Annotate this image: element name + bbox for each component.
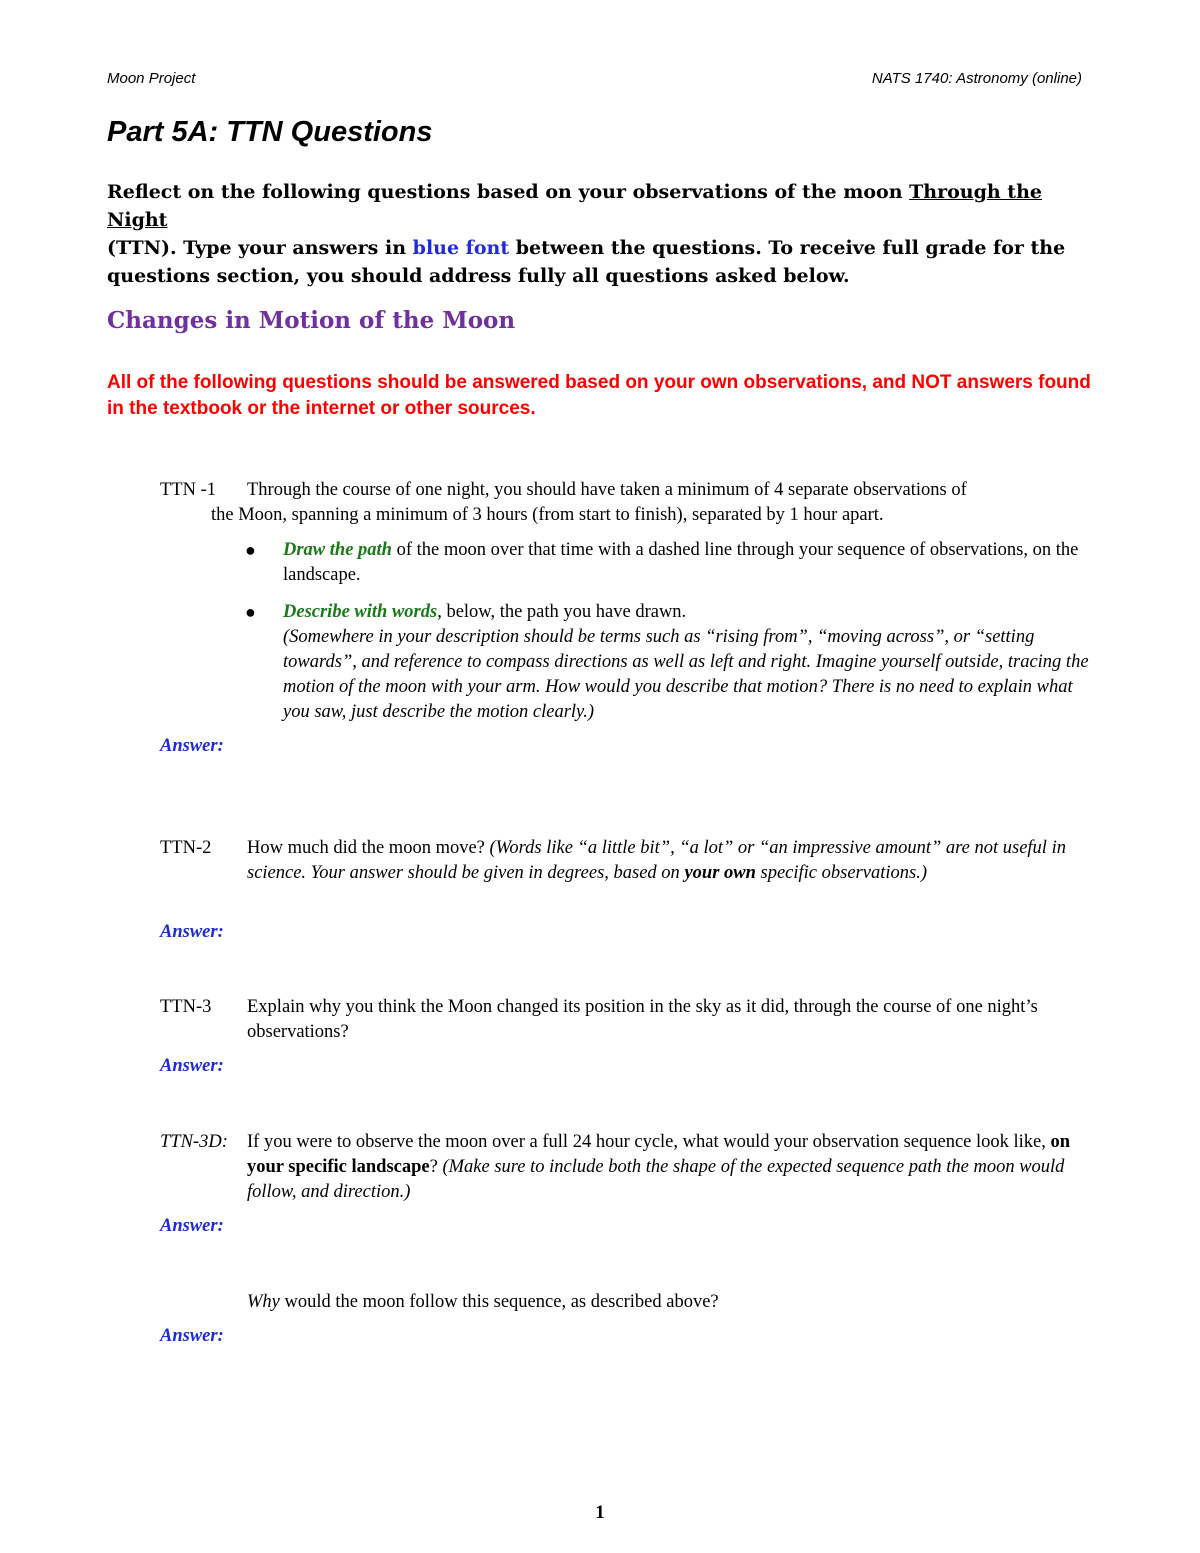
question-label-ttn3d: TTN-3D: <box>160 1132 228 1152</box>
bullet-icon: ● <box>245 602 256 622</box>
warning-text: All of the following questions should be answered based on your own observations, and NOT answers found in the textbook or the internet or other sources. <box>107 372 1091 419</box>
section-title: Changes in Motion of the Moon <box>107 307 516 334</box>
question-label-ttn2: TTN-2 <box>160 838 212 858</box>
header-right: NATS 1740: Astronomy (online) <box>871 70 1082 87</box>
intro-paragraph <box>107 178 1067 290</box>
question-text-ttn3: Explain why you think the Moon changed its position in the sky as it did, through the course of one night’s observations? <box>247 997 1038 1042</box>
ttn3d-text-2: ? <box>429 1157 443 1177</box>
answer-label-ttn3d-why: Answer: <box>160 1326 224 1346</box>
question-text-ttn2 <box>247 836 1107 886</box>
intro-text-3: between the questions. To receive full grade for the questions section, you should address fully all questions asked below. <box>107 237 1066 287</box>
bullet-describe-text: , below, the path you have drawn. <box>437 602 687 622</box>
question-text-ttn1-line2: the Moon, spanning a minimum of 3 hours (from start to finish), separated by 1 hour apart. <box>211 505 884 525</box>
why-question-text: would the moon follow this sequence, as described above? <box>279 1292 719 1312</box>
header-left: Moon Project <box>107 70 196 87</box>
answer-label-ttn3: Answer: <box>160 1056 224 1076</box>
answer-label-ttn2: Answer: <box>160 922 224 942</box>
ttn3d-note: (Make sure to include both the shape of the expected sequence path the moon would follow, and direction.) <box>247 1157 1065 1202</box>
intro-text-1: Reflect on the following questions based on your observations of the moon <box>107 181 910 203</box>
ttn3d-text-1: If you were to observe the moon over a full 24 hour cycle, what would your observation sequence look like, <box>247 1132 1051 1152</box>
page-number: 1 <box>595 1502 605 1523</box>
question-text-ttn1-line1: Through the course of one night, you should have taken a minimum of 4 separate observations of <box>247 480 967 500</box>
through-the-night-link: Through the Night <box>107 181 1042 231</box>
intro-text-2: (TTN). Type your answers in <box>107 237 413 259</box>
question-label-ttn1: TTN -1 <box>160 480 216 500</box>
answer-label-ttn3d: Answer: <box>160 1216 224 1236</box>
bullet-icon: ● <box>245 540 256 560</box>
question-text-ttn3d <box>247 1130 1107 1205</box>
question-text-ttn3d-why <box>247 1290 719 1315</box>
bullet-describe-words <box>283 600 1098 725</box>
blue-font-text: blue font <box>412 237 510 259</box>
question-label-ttn3: TTN-3 <box>160 997 212 1017</box>
answer-label-ttn1: Answer: <box>160 736 224 756</box>
ttn3d-text-bold: on your specific landscape <box>247 1132 1071 1177</box>
ttn2-note-bold: your own <box>684 863 756 883</box>
ttn2-text: How much did the moon move? <box>247 838 490 858</box>
bullet-describe-note: (Somewhere in your description should be terms such as “rising from”, “moving across”, or “setting towards”, and reference to compass directions as well as left and right. Imagine yourself outside, tracing the motion of the moon with your arm. How would you describe that motion? There is no need to explain what you saw, just describe the motion clearly.) <box>283 627 1089 722</box>
describe-with-words-text: Describe with words <box>283 602 438 622</box>
bullet-draw-path <box>283 538 1093 588</box>
why-text: Why <box>247 1292 280 1312</box>
ttn2-note-1: (Words like “a little bit”, “a lot” or “an impressive amount” are not useful in science. Your answer should be given in degrees, based on <box>247 838 1066 883</box>
page-title: Part 5A: TTN Questions <box>107 116 433 148</box>
ttn2-note-2: specific observations.) <box>755 863 927 883</box>
draw-the-path-text: Draw the path <box>283 540 392 560</box>
bullet-draw-path-text: of the moon over that time with a dashed line through your sequence of observations, on the landscape. <box>283 540 1079 585</box>
